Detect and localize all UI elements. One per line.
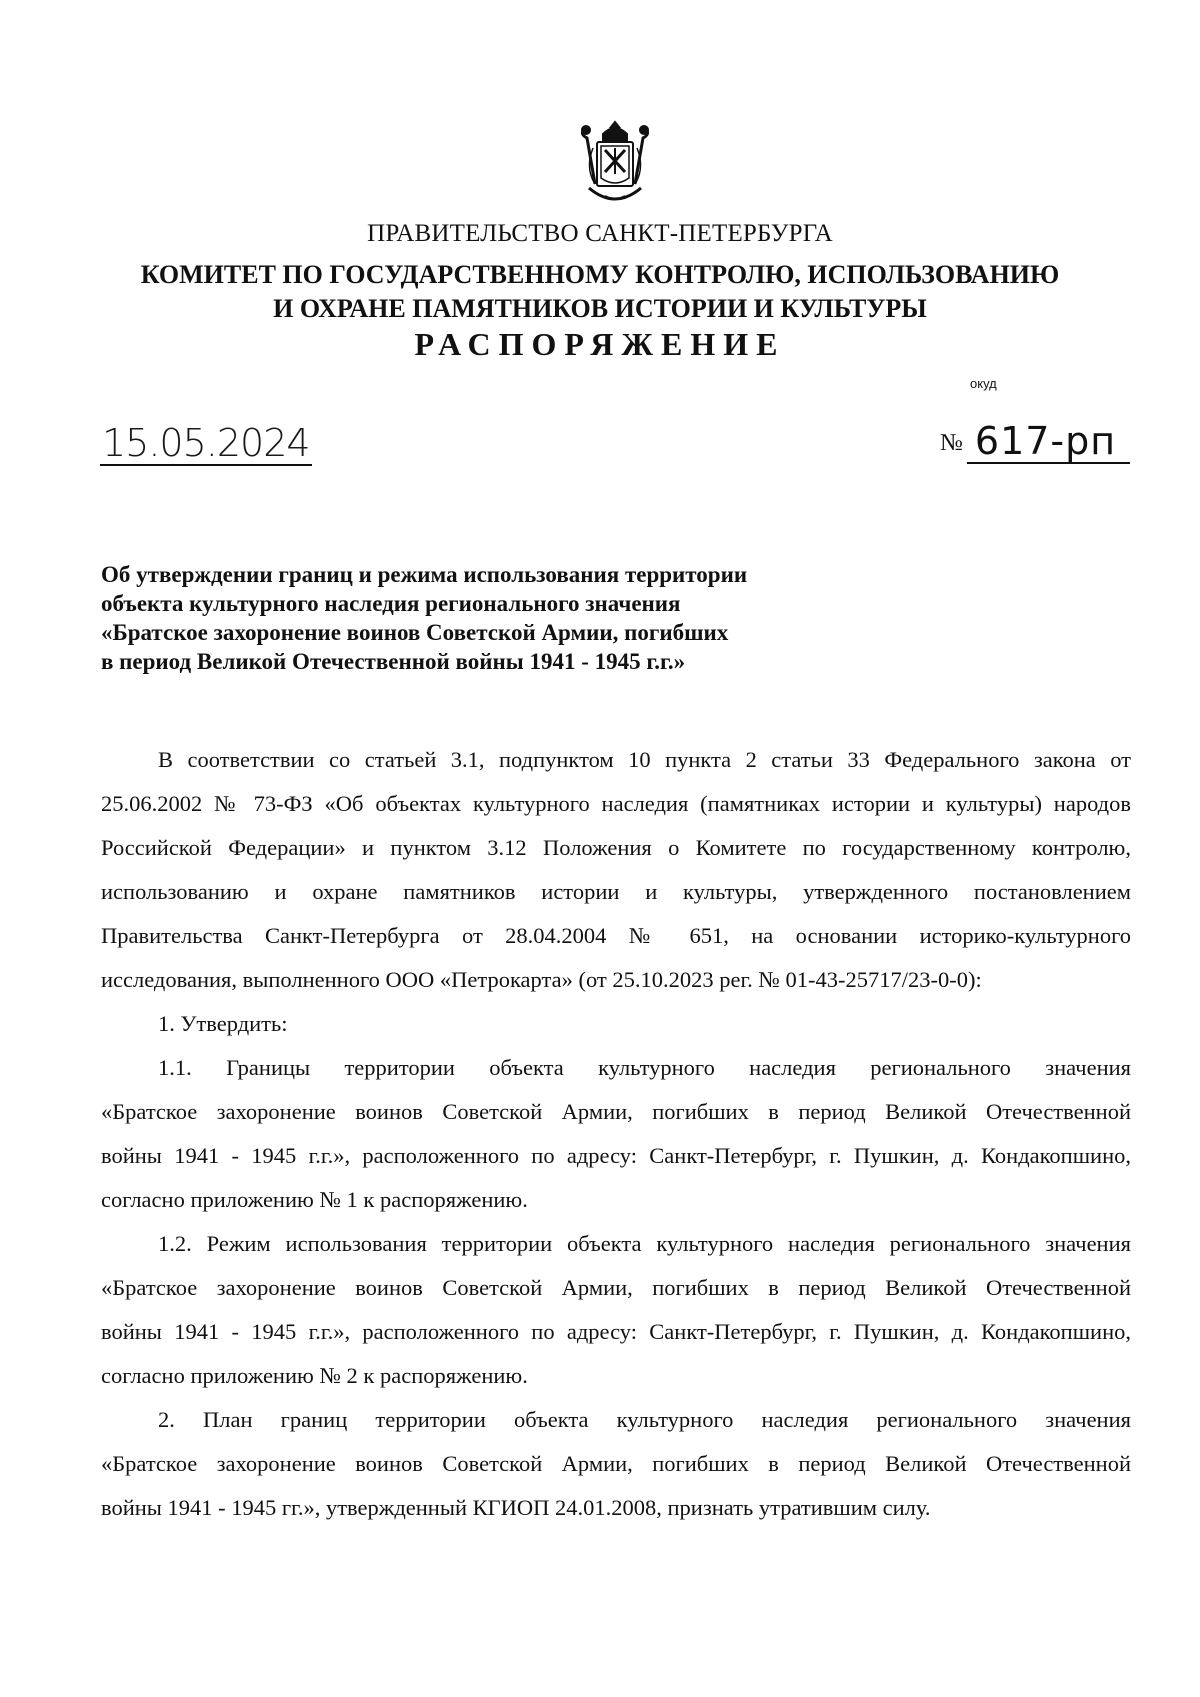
body-line: 1.2. Режим использования территории объекта культурного наследия регионального значения: [158, 1231, 1131, 1256]
body-line: «Братское захоронение воинов Советской Армии, погибших в период Великой Отечественной: [101, 1099, 1131, 1124]
subject-line: «Братское захоронение воинов Советской Армии, погибших: [101, 620, 729, 645]
document-subject: [101, 560, 747, 676]
body-line: войны 1941 - 1945 г.г.», расположенного по адресу: Санкт-Петербург, г. Пушкин, д. Кондакопшино,: [101, 1143, 1131, 1168]
body-line: Правительства Санкт-Петербурга от 28.04.2004 № 651, на основании историко-культурного: [101, 923, 1131, 948]
body-line: использованию и охране памятников истории и культуры, утвержденного постановлением: [101, 879, 1131, 904]
document-body: [101, 738, 1131, 1530]
body-line: исследования, выполненного ООО «Петрокарта» (от 25.10.2023 рег. № 01-43-25717/23-0-0):: [101, 967, 982, 992]
spb-coat-of-arms-icon: [575, 118, 655, 212]
subject-line: объекта культурного наследия регионального значения: [101, 591, 681, 616]
body-line: 2. План границ территории объекта культурного наследия регионального значения: [158, 1407, 1131, 1432]
document-date: 15.05.2024: [102, 421, 310, 465]
number-value: 617-рп: [967, 420, 1130, 464]
body-line: В соответствии со статьей 3.1, подпунктом 10 пункта 2 статьи 33 Федерального закона от: [158, 747, 1131, 772]
body-line: согласно приложению № 2 к распоряжению.: [101, 1363, 528, 1388]
document-number: [940, 420, 1130, 464]
body-line: 25.06.2002 № 73-ФЗ «Об объектах культурного наследия (памятниках истории и культуры) народов: [101, 791, 1131, 816]
body-line: войны 1941 - 1945 г.г.», расположенного по адресу: Санкт-Петербург, г. Пушкин, д. Кондакопшино,: [101, 1319, 1131, 1344]
document-type-title: РАСПОРЯЖЕНИЕ: [414, 326, 786, 362]
government-name: ПРАВИТЕЛЬСТВО САНКТ-ПЕТЕРБУРГА: [367, 220, 833, 247]
committee-name-line-2: И ОХРАНЕ ПАМЯТНИКОВ ИСТОРИИ И КУЛЬТУРЫ: [273, 294, 927, 323]
body-line: согласно приложению № 1 к распоряжению.: [101, 1187, 528, 1212]
body-line: Российской Федерации» и пунктом 3.12 Положения о Комитете по государственному контролю,: [101, 835, 1131, 860]
body-line: 1.1. Границы территории объекта культурного наследия регионального значения: [158, 1055, 1131, 1080]
body-line: 1. Утвердить:: [158, 1011, 288, 1036]
committee-name: [0, 258, 1200, 326]
body-line: войны 1941 - 1945 гг.», утвержденный КГИОП 24.01.2008, признать утратившим силу.: [101, 1495, 931, 1520]
number-sign: №: [940, 430, 963, 456]
subject-line: в период Великой Отечественной войны 1941 - 1945 г.г.»: [101, 649, 686, 674]
body-line: «Братское захоронение воинов Советской Армии, погибших в период Великой Отечественной: [101, 1275, 1131, 1300]
body-line: «Братское захоронение воинов Советской Армии, погибших в период Великой Отечественной: [101, 1451, 1131, 1476]
committee-name-line-1: КОМИТЕТ ПО ГОСУДАРСТВЕННОМУ КОНТРОЛЮ, ИСПОЛЬЗОВАНИЮ: [140, 260, 1060, 289]
okud-label: окуд: [970, 376, 997, 391]
subject-line: Об утверждении границ и режима использования территории: [101, 562, 748, 587]
